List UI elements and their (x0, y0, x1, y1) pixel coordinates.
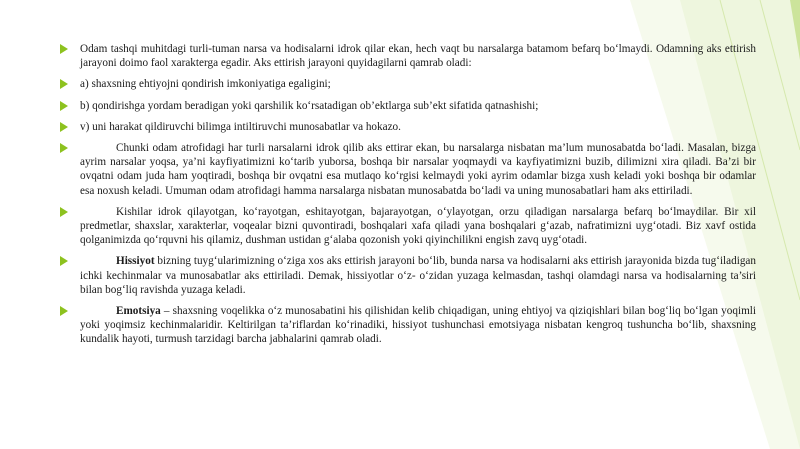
paragraph-intro (60, 42, 756, 70)
term-emotsiya: Emotsiya (116, 305, 161, 318)
list-item-v (60, 120, 756, 134)
bullet-icon (60, 44, 68, 54)
bullet-icon (60, 79, 68, 89)
bullet-icon (60, 306, 68, 316)
bullet-icon (60, 101, 68, 111)
paragraph-text: – shaxsning voqelikka o‘z munosabatini his qilishidan kelib chiqadigan, uning ehtiyoj va qiziqishlari bilan bog‘liq bo‘lgan yoqimli yoki yoqimsiz kechinmalaridir. Keltirilgan ta’riflardan ko‘rinadiki, hissiyot tushunchasi emotsiyaga nisbatan kengroq tushuncha bo‘lib, shaxsning kundalik hayoti, turmush tarzidagi barcha jabhalarini qamrab oladi. (80, 305, 756, 346)
list-item-b (60, 99, 756, 113)
bullet-icon (60, 256, 68, 266)
paragraph-text: a) shaxsning ehtiyojni qondirish imkoniyatiga egaligini; (80, 78, 331, 91)
bullet-icon (60, 143, 68, 153)
paragraph-text: Kishilar idrok qilayotgan, ko‘rayotgan, eshitayotgan, bajarayotgan, o‘ylayotgan, orzu qiladigan narsalarga befarq bo‘lmaydilar. Bir xil predmetlar, shaxslar, xarakterlar, voqealar bizni quvontiradi, boshqalari xafa qiladi yana boshqalari g‘azab, nafratimizni uyg‘otadi. Biz xavf ostida qolganimizda qo‘rquvni his qilamiz, dushman ustidan g‘alaba qozonish yoki qiyinchilikni engish zavq uyg‘otadi. (80, 205, 756, 247)
bullet-icon (60, 207, 68, 217)
paragraph-emotsiya (60, 304, 756, 347)
list-item-a (60, 77, 756, 91)
slide-body (60, 42, 756, 354)
paragraph-attitude (60, 141, 756, 198)
bullet-icon (60, 122, 68, 132)
paragraph-text: v) uni harakat qildiruvchi bilimga intiltiruvchi munosabatlar va hokazo. (80, 120, 401, 133)
term-hissiyot: Hissiyot (116, 255, 155, 268)
paragraph-people (60, 205, 756, 248)
paragraph-text: bizning tuyg‘ularimizning o‘ziga xos aks ettirish jarayoni bo‘lib, bunda narsa va hodisalarni aks ettirish jarayonida bizda tug‘iladigan ichki kechinmalar va munosabatlar aks ettiriladi. Demak, hissiyotlar o‘z- o‘zidan yuzaga kelmasdan, tashqi olamdagi narsa va hodisalarning ta’siri bilan bog‘liq ravishda yuzaga keladi. (80, 255, 756, 296)
paragraph-text: Odam tashqi muhitdagi turli-tuman narsa va hodisalarni idrok qilar ekan, hech vaqt bu narsalarga batamom befarq bo‘lmaydi. Odamning aks ettirish jarayoni doimo faol xarakterga egadir. Aks ettirish jarayoni quyidagilarni qamrab oladi: (80, 43, 756, 70)
paragraph-text: b) qondirishga yordam beradigan yoki qarshilik ko‘rsatadigan ob’ektlarga sub’ekt sifatida qatnashishi; (80, 99, 539, 112)
paragraph-text: Chunki odam atrofidagi har turli narsalarni idrok qilib aks ettirar ekan, bu narsalarga nisbatan ma’lum munosabatda bo‘ladi. Masalan, bizga ayrim narsalar yoqsa, ya’ni kayfiyatimizni ko‘tarib yuborsa, boshqa bir narsalar yoqmaydi va kayfiyatimizni buzib, dilimizni xira qiladi. Ba’zi bir ovqatni odam juda ham yoqtiradi, boshqa bir ovqatni esa mutlaqo ko‘rgisi kelmaydi yoki ayrim odamlar bizga xush keladi yoki boshqa bir odamlar esa noxush keladi. Umuman odam atrofidagi hamma narsalarga nisbatan munosabatda bo‘ladi va uning munosabatlari ham aks ettiriladi. (80, 142, 756, 197)
paragraph-hissiyot (60, 254, 756, 297)
